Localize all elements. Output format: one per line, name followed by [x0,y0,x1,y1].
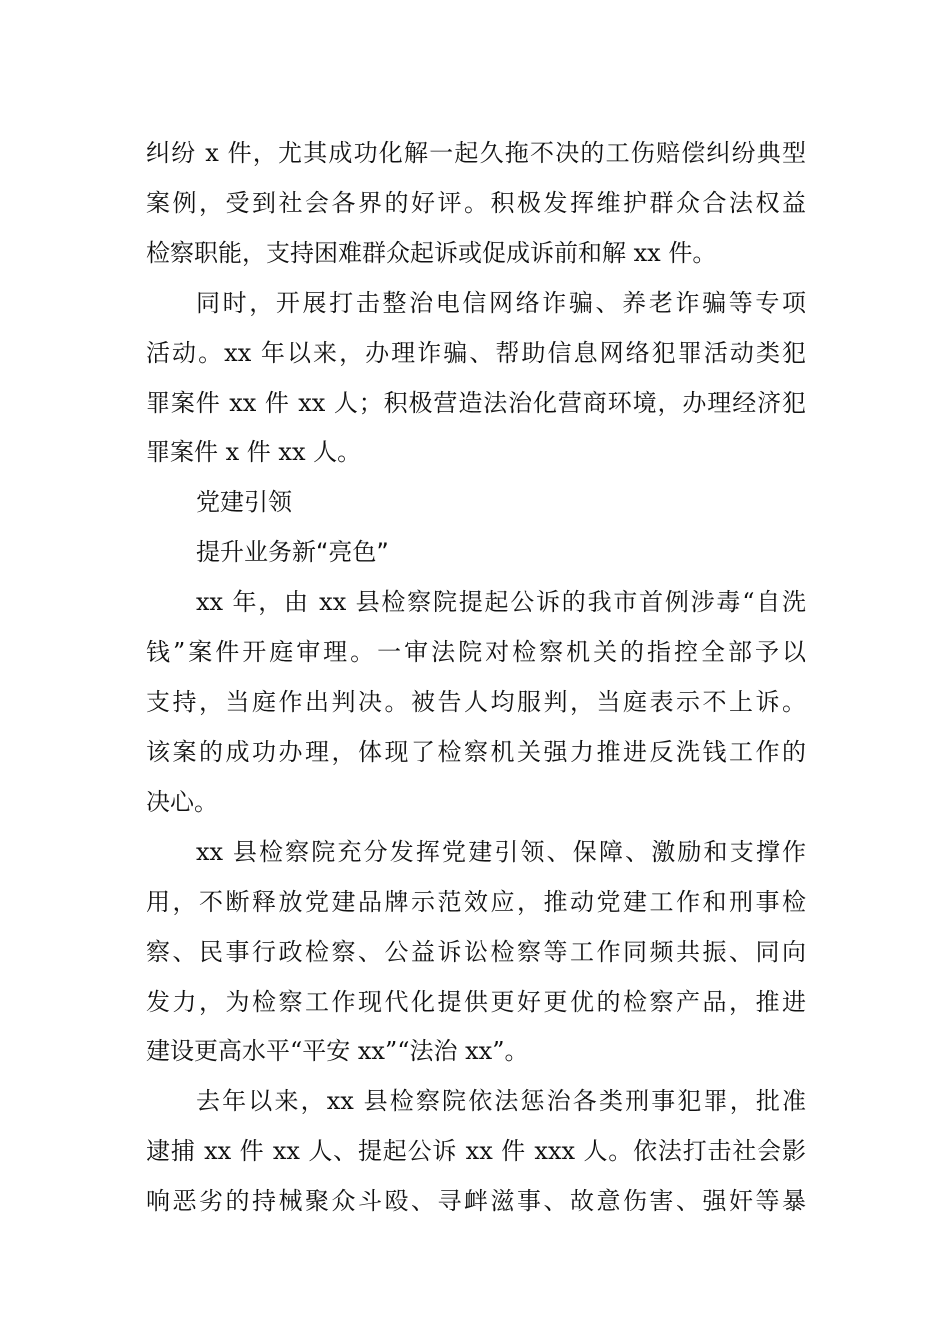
paragraph-4-line-4: 发力，为检察工作现代化提供更好更优的检察产品，推进 [146,988,806,1016]
paragraph-5-line-2: 逮捕 xx 件 xx 人、提起公诉 xx 件 xxx 人。依法打击社会影 [146,1137,806,1165]
paragraph-4-line-2: 用，不断释放党建品牌示范效应，推动党建工作和刑事检 [146,888,806,916]
paragraph-4-line-5: 建设更高水平“平安 xx”“法治 xx”。 [146,1037,529,1065]
paragraph-2-line-1: 同时，开展打击整治电信网络诈骗、养老诈骗等专项 [196,289,806,317]
paragraph-2-line-4: 罪案件 x 件 xx 人。 [146,438,362,466]
paragraph-5-line-1: 去年以来，xx 县检察院依法惩治各类刑事犯罪，批准 [196,1087,806,1115]
section-heading: 党建引领 [196,488,292,516]
paragraph-4-line-3: 察、民事行政检察、公益诉讼检察等工作同频共振、同向 [146,938,806,966]
paragraph-3-line-1: xx 年，由 xx 县检察院提起公诉的我市首例涉毒“自洗 [196,588,806,616]
paragraph-1-line-1: 纠纷 x 件，尤其成功化解一起久拖不决的工伤赔偿纠纷典型 [146,139,806,167]
paragraph-5-line-3: 响恶劣的持械聚众斗殴、寻衅滋事、故意伤害、强奸等暴 [146,1187,806,1215]
section-subheading: 提升业务新“亮色” [196,538,389,566]
paragraph-1-line-3: 检察职能，支持困难群众起诉或促成诉前和解 xx 件。 [146,239,717,267]
paragraph-1-line-2: 案例，受到社会各界的好评。积极发挥维护群众合法权益 [146,189,806,217]
paragraph-3-line-5: 决心。 [146,788,218,816]
paragraph-4-line-1: xx 县检察院充分发挥党建引领、保障、激励和支撑作 [196,838,806,866]
paragraph-3-line-3: 支持，当庭作出判决。被告人均服判，当庭表示不上诉。 [146,688,806,716]
paragraph-3-line-4: 该案的成功办理，体现了检察机关强力推进反洗钱工作的 [146,738,806,766]
paragraph-2-line-2: 活动。xx 年以来，办理诈骗、帮助信息网络犯罪活动类犯 [146,339,806,367]
paragraph-2-line-3: 罪案件 xx 件 xx 人；积极营造法治化营商环境，办理经济犯 [146,389,806,417]
paragraph-3-line-2: 钱”案件开庭审理。一审法院对检察机关的指控全部予以 [146,638,806,666]
